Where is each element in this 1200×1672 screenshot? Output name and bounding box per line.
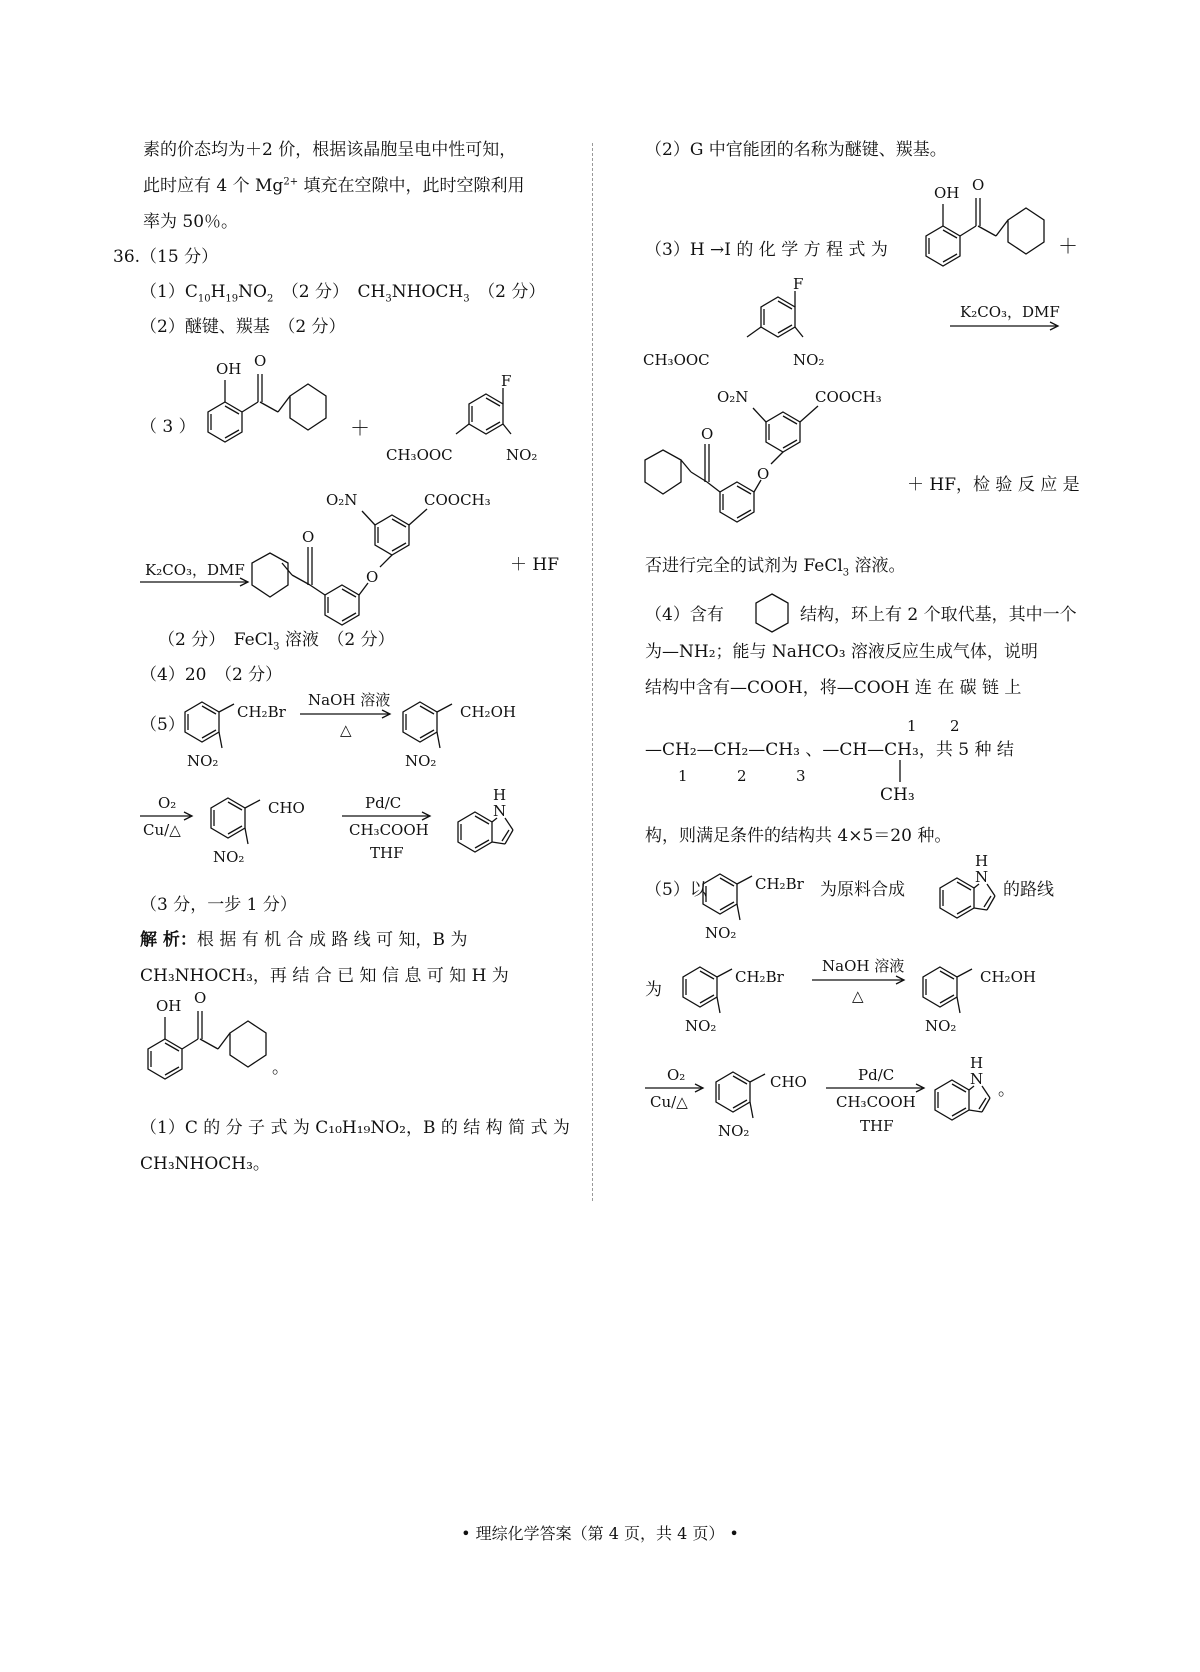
oh-label: OH: [216, 360, 242, 378]
ch2br-label: CH₂Br: [237, 703, 286, 721]
part-5-lead-a: （5）以: [645, 880, 707, 900]
nitro-label: NO₂: [213, 848, 245, 866]
o2n-label: O₂N: [717, 388, 749, 406]
ester-label: CH₃OOC: [386, 446, 453, 464]
intro-line-3: 率为 50％。: [143, 212, 239, 232]
h-label: H: [975, 852, 989, 870]
cooch3-label: COOCH₃: [424, 491, 491, 509]
nitro-label: NO₂: [506, 446, 538, 464]
question-36-heading: 36.（15 分）: [113, 247, 219, 267]
carbonyl-o-label: O: [194, 989, 207, 1007]
reagent-ch3cooh: CH₃COOH: [349, 821, 429, 839]
reagent-naoh: NaOH 溶液: [822, 957, 905, 975]
reagent-thf: THF: [860, 1117, 894, 1135]
part-4-line-1a: （4）含有: [645, 605, 724, 625]
reagent-cu-heat: Cu/△: [143, 821, 181, 839]
nitro-label: NO₂: [685, 1017, 717, 1035]
reaction-arrow: [300, 710, 400, 720]
ester-label: CH₃OOC: [643, 351, 710, 369]
part-3-end: 否进行完全的试剂为 FeCl$_3$ 溶液。: [645, 556, 906, 579]
explanation-line-2: CH₃NHOCH₃，再 结 合 已 知 信 息 可 知 H 为: [140, 966, 509, 986]
h-label: H: [493, 786, 507, 804]
reagent-o2: O₂: [158, 794, 177, 812]
answer-4: （4）20 （2 分）: [140, 665, 283, 685]
reagent-naoh: NaOH 溶液: [308, 691, 391, 709]
n-label: N: [493, 802, 507, 820]
n-label: N: [970, 1070, 984, 1088]
nitrophenylacetaldehyde-structure: [208, 786, 328, 876]
chain-number-3: 3: [796, 767, 806, 785]
compound-h-structure: [140, 985, 290, 1095]
chain-number-1: 1: [678, 767, 688, 785]
plus-sign: ＋: [350, 416, 370, 440]
part-5-lead-b: 为原料合成: [820, 880, 905, 900]
page-footer: • 理综化学答案（第 4 页，共 4 页） •: [461, 1524, 739, 1543]
aryl-fluoride-structure: [386, 372, 556, 482]
oh-label: OH: [934, 184, 960, 202]
n-label: N: [975, 868, 989, 886]
compound-h-structure: [918, 172, 1068, 282]
nitro-label: NO₂: [405, 752, 437, 770]
period-mark: 。: [998, 1080, 1015, 1100]
part-4-line-2: 为—NH₂；能与 NaHCO₃ 溶液反应生成气体，说明: [645, 642, 1038, 662]
ketone-o-label: O: [302, 528, 315, 546]
part-3-lead: （3）H →I 的 化 学 方 程 式 为: [645, 240, 888, 260]
reagent-pdc: Pd/C: [858, 1066, 895, 1084]
ch2br-label: CH₂Br: [755, 875, 804, 893]
ether-o-label: O: [757, 465, 770, 483]
part-4-end: 构，则满足条件的结构共 4×5＝20 种。: [645, 826, 952, 846]
part-1-line-2: CH₃NHOCH₃。: [140, 1154, 270, 1174]
fluoro-label: F: [793, 275, 804, 293]
part-4-line-1b: 结构，环上有 2 个取代基，其中一个: [800, 605, 1077, 625]
period-mark: 。: [272, 1058, 289, 1078]
answer-5-score: （3 分，一步 1 分）: [140, 895, 297, 915]
chain-structures: —CH₂—CH₂—CH₃ 、—CH—CH₃，共 5 种 结: [645, 740, 1014, 760]
reaction-arrow: [812, 976, 912, 986]
column-divider: [592, 143, 593, 1201]
aryl-fluoride-structure: [643, 275, 843, 375]
nitro-label: NO₂: [718, 1122, 750, 1140]
answer-5-label: （5）: [140, 715, 185, 735]
nitrobenzyl-bromide-structure: [700, 862, 804, 952]
reagent-k2co3-dmf: K₂CO₃，DMF: [960, 303, 1060, 321]
part-1-line-1: （1）C 的 分 子 式 为 C₁₀H₁₉NO₂，B 的 结 构 简 式 为: [140, 1118, 570, 1138]
reagent-cu-heat: Cu/△: [650, 1093, 688, 1111]
plus-sign: ＋: [1058, 234, 1078, 258]
answer-1: $(1)C_{10}H_{19}NO_2$ （2 分） $CH_3NHOCH_3$ （2 分）: [140, 282, 546, 305]
nitro-label: NO₂: [187, 752, 219, 770]
part-4-line-3: 结构中含有—COOH，将—COOH 连 在 碳 链 上: [645, 678, 1022, 698]
ch2oh-label: CH₂OH: [980, 968, 1036, 986]
nitro-label: NO₂: [705, 924, 737, 942]
answer-2: （2）醚键、羰基 （2 分）: [140, 317, 346, 337]
h-label: H: [970, 1054, 984, 1072]
reagent-thf: THF: [370, 844, 404, 862]
o2n-label: O₂N: [326, 491, 358, 509]
branch-ch3: CH₃: [880, 785, 915, 805]
reagent-ch3cooh: CH₃COOH: [836, 1093, 916, 1111]
carbonyl-o-label: O: [254, 352, 267, 370]
hf-tail: ＋ HF，检 验 反 应 是: [907, 475, 1080, 495]
cho-label: CHO: [770, 1073, 807, 1091]
answer-3-label: （ 3 ）: [140, 417, 196, 437]
reaction-arrow: [950, 322, 1065, 332]
ketone-o-label: O: [701, 425, 714, 443]
heat-symbol: △: [852, 987, 864, 1005]
cooch3-label: COOCH₃: [815, 388, 882, 406]
reaction-arrow: [140, 578, 255, 588]
part-5-lead-c: 的路线: [1003, 880, 1054, 900]
cho-label: CHO: [268, 799, 305, 817]
chain-top-number-1: 1: [907, 717, 917, 735]
ether-o-label: O: [366, 568, 379, 586]
nitro-label: NO₂: [925, 1017, 957, 1035]
reagent-pdc: Pd/C: [365, 794, 402, 812]
indole-structure: [455, 786, 545, 856]
compound-i-structure: [665, 382, 935, 542]
ch2oh-label: CH₂OH: [460, 703, 516, 721]
nitrobenzyl-bromide-structure: [182, 690, 286, 780]
intro-line-1: 素的价态均为＋2 价，根据该晶胞呈电中性可知，: [143, 140, 517, 160]
reagent-o2: O₂: [667, 1066, 686, 1084]
nitro-label: NO₂: [793, 351, 825, 369]
chain-number-2: 2: [737, 767, 747, 785]
part-2: （2）G 中官能团的名称为醚键、羰基。: [645, 140, 947, 160]
oh-label: OH: [156, 997, 182, 1015]
carbonyl-o-label: O: [972, 176, 985, 194]
nitrobenzyl-alcohol-structure: [920, 955, 1080, 1045]
fluoro-label: F: [501, 372, 512, 390]
plus-hf: ＋ HF: [510, 555, 560, 575]
branch-bond: [890, 760, 910, 786]
compound-h-structure: [190, 352, 340, 462]
chain-top-number-2: 2: [950, 717, 960, 735]
wei-label: 为: [645, 980, 662, 1000]
answer-3-score: （2 分） FeCl$_3$ 溶液 （2 分）: [158, 630, 395, 653]
intro-line-2: 此时应有 4 个 $Mg^{2+}$ 填充在空隙中，此时空隙利用: [143, 176, 525, 196]
ch2br-label: CH₂Br: [735, 968, 784, 986]
heat-symbol: △: [340, 721, 352, 739]
nitrophenylacetaldehyde-structure: [713, 1060, 833, 1150]
nitrobenzyl-alcohol-structure: [400, 690, 560, 780]
explanation-line-1: 解 析：根 据 有 机 合 成 路 线 可 知，B 为: [140, 930, 468, 950]
compound-i-structure: [262, 485, 532, 645]
cyclohexane-icon: [752, 592, 792, 636]
nitrobenzyl-bromide-structure: [680, 955, 784, 1045]
reagent-k2co3-dmf: K₂CO₃，DMF: [145, 561, 245, 579]
